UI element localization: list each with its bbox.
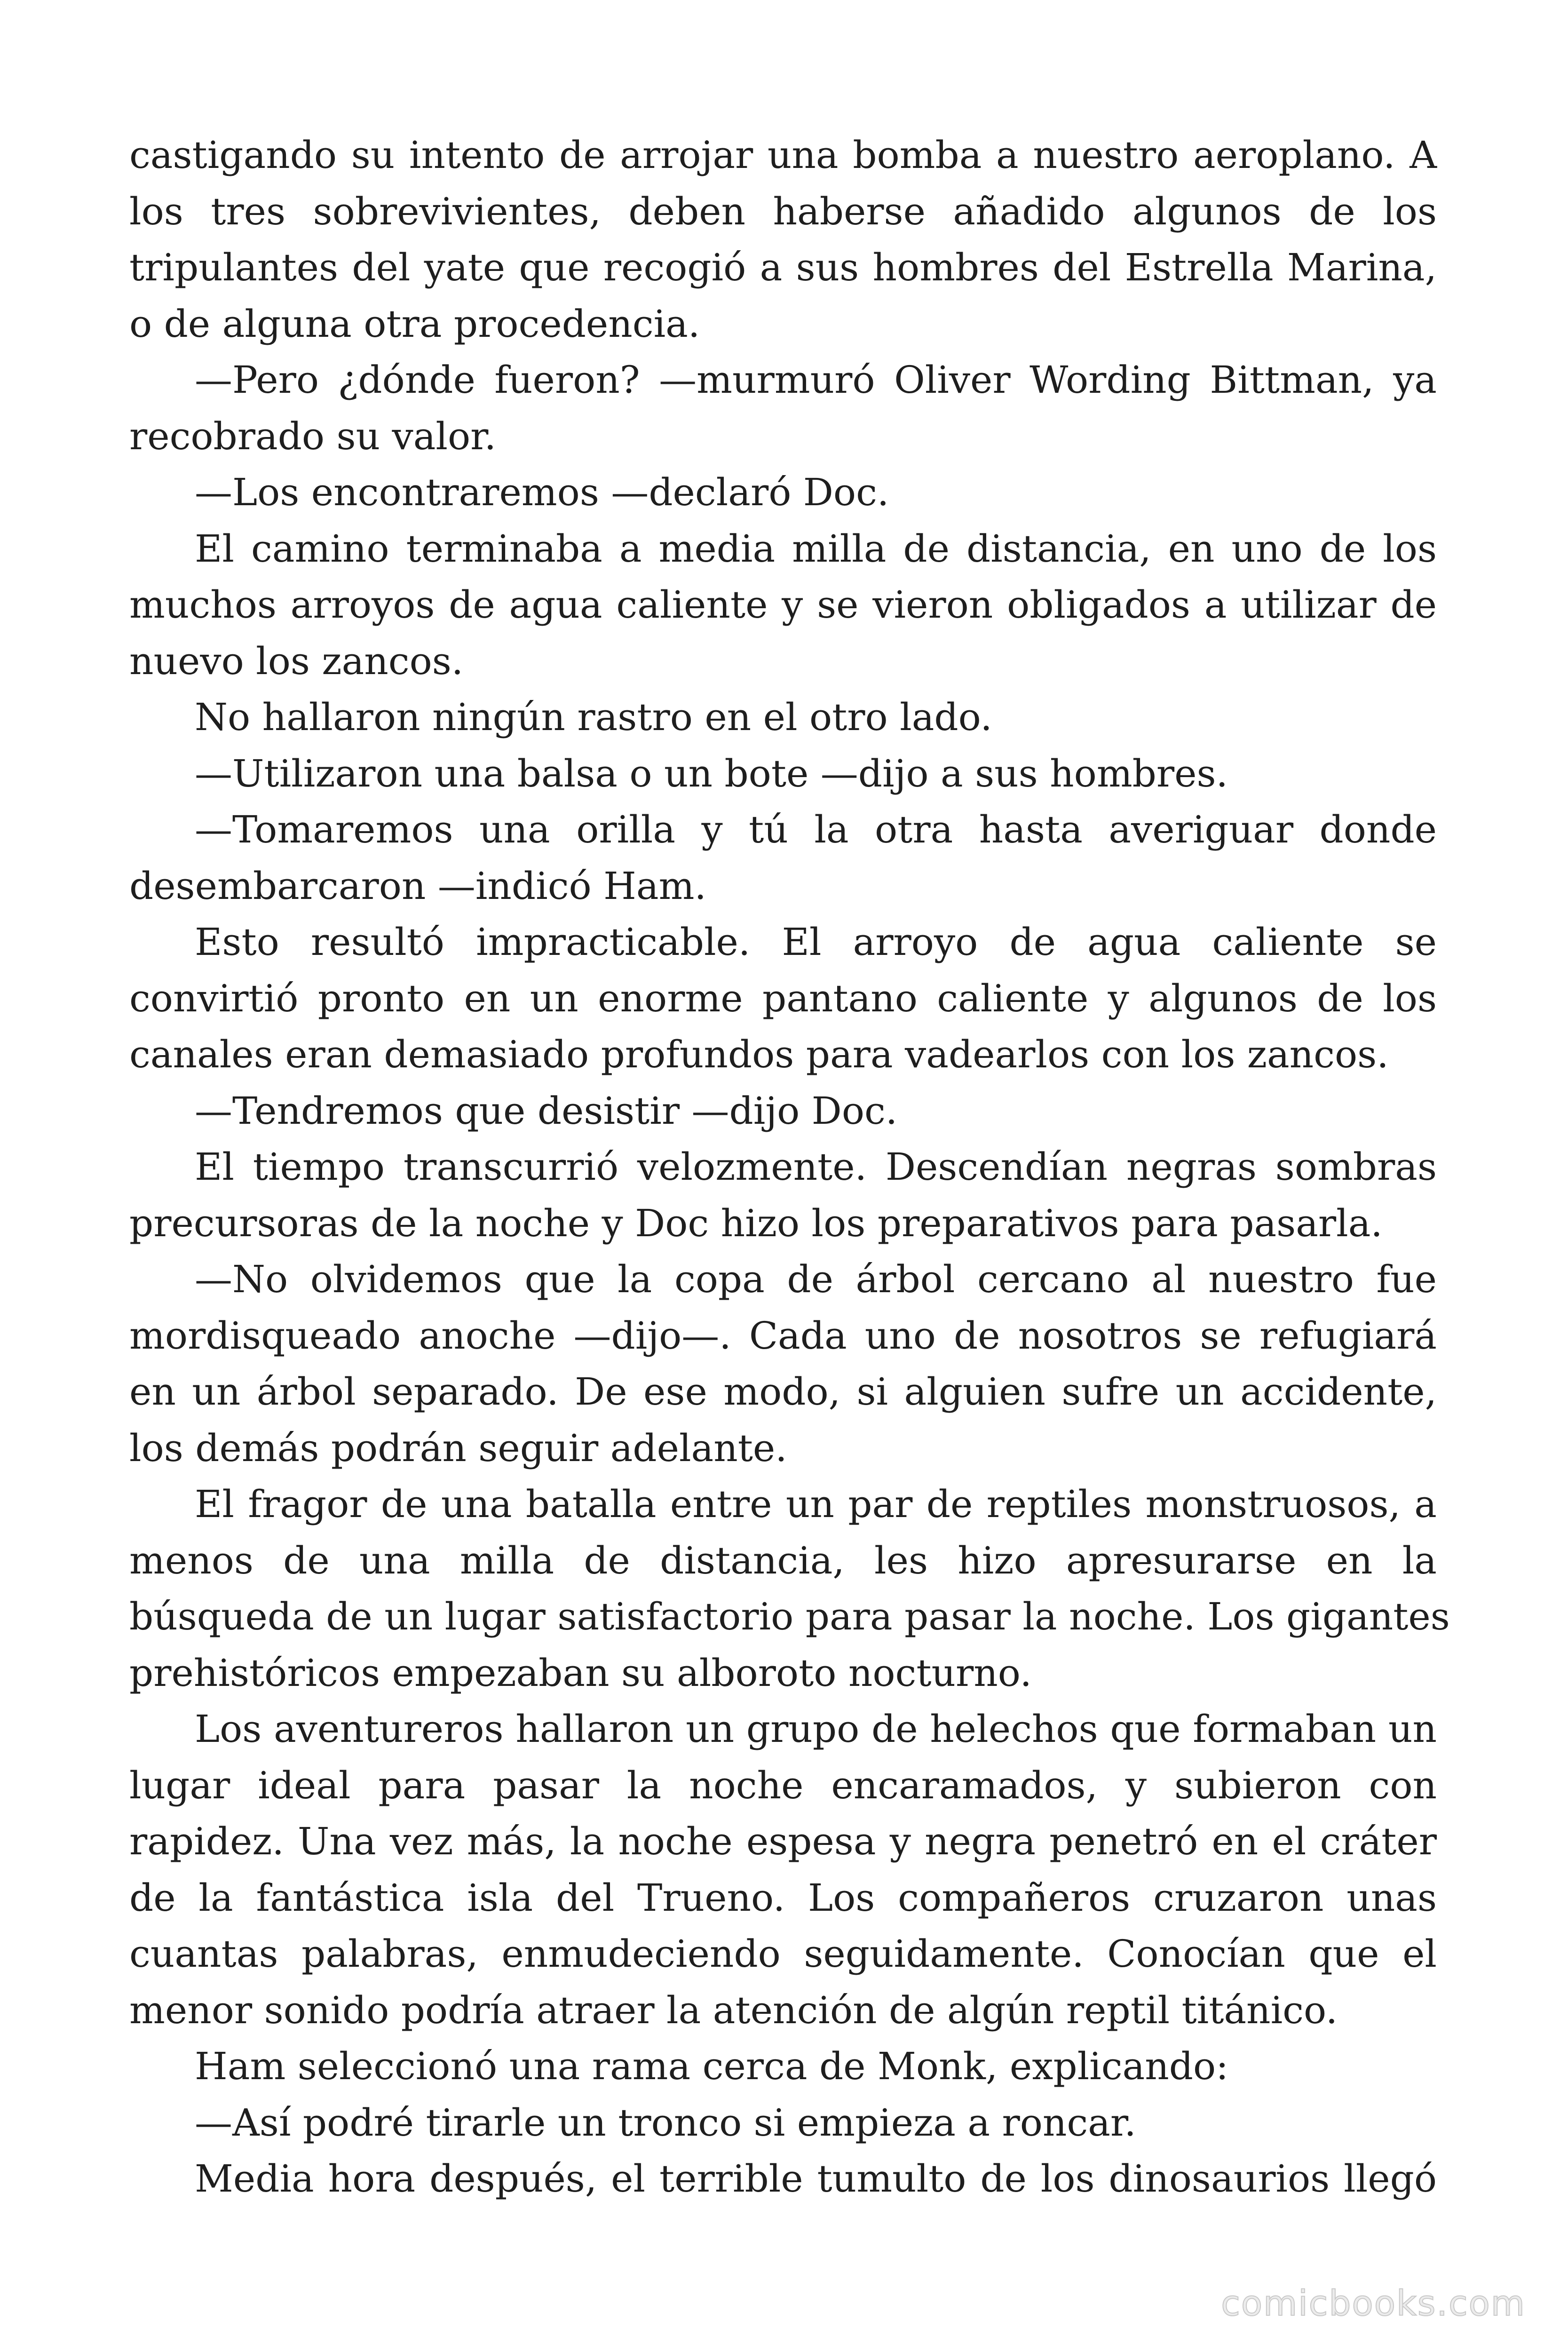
text-line: o de alguna otra procedencia. bbox=[129, 302, 700, 346]
text-line: —No olvidemos que la copa de árbol cercano al nuestro fue bbox=[195, 1257, 1437, 1301]
text-line: mordisqueado anoche —dijo—. Cada uno de nosotros se refugiará bbox=[129, 1313, 1437, 1358]
text-line: Esto resultó impracticable. El arroyo de agua caliente se bbox=[195, 920, 1437, 964]
text-line: muchos arroyos de agua caliente y se vieron obligados a utilizar de bbox=[129, 583, 1437, 627]
text-line: prehistóricos empezaban su alboroto nocturno. bbox=[129, 1651, 1032, 1695]
text-line: —Así podré tirarle un tronco si empieza a roncar. bbox=[195, 2100, 1136, 2145]
text-line: convirtió pronto en un enorme pantano caliente y algunos de los bbox=[129, 976, 1437, 1020]
text-line: No hallaron ningún rastro en el otro lado. bbox=[195, 695, 992, 739]
text-line: El tiempo transcurrió velozmente. Descendían negras sombras bbox=[195, 1145, 1437, 1189]
text-line: nuevo los zancos. bbox=[129, 639, 464, 683]
text-line: —Pero ¿dónde fueron? —murmuró Oliver Wording Bittman, ya bbox=[195, 358, 1437, 402]
text-line: recobrado su valor. bbox=[129, 414, 497, 458]
text-line: —Los encontraremos —declaró Doc. bbox=[195, 470, 889, 514]
text-line: cuantas palabras, enmudeciendo seguidamente. Conocían que el bbox=[129, 1932, 1437, 1976]
text-line: los demás podrán seguir adelante. bbox=[129, 1426, 787, 1470]
text-line: los tres sobrevivientes, deben haberse añadido algunos de los bbox=[129, 189, 1437, 233]
text-line: lugar ideal para pasar la noche encaramados, y subieron con bbox=[129, 1763, 1437, 1807]
watermark: comicbooks.com bbox=[1221, 2283, 1526, 2324]
text-line: El fragor de una batalla entre un par de reptiles monstruosos, a bbox=[195, 1482, 1437, 1526]
text-line: Los aventureros hallaron un grupo de helechos que formaban un bbox=[195, 1707, 1437, 1751]
text-line: —Tomaremos una orilla y tú la otra hasta averiguar donde bbox=[195, 808, 1437, 851]
text-line: precursoras de la noche y Doc hizo los preparativos para pasarla. bbox=[129, 1201, 1383, 1245]
text-line: tripulantes del yate que recogió a sus hombres del Estrella Marina, bbox=[129, 246, 1437, 289]
text-line: Ham seleccionó una rama cerca de Monk, explicando: bbox=[195, 2044, 1229, 2088]
text-line: menos de una milla de distancia, les hizo apresurarse en la bbox=[129, 1538, 1437, 1582]
text-line: de la fantástica isla del Trueno. Los compañeros cruzaron unas bbox=[129, 1875, 1437, 1920]
text-line: castigando su intento de arrojar una bomba a nuestro aeroplano. A bbox=[129, 133, 1437, 177]
text-line: menor sonido podría atraer la atención de algún reptil titánico. bbox=[129, 1988, 1338, 2032]
text-line: desembarcaron —indicó Ham. bbox=[129, 864, 706, 908]
text-line: rapidez. Una vez más, la noche espesa y negra penetró en el cráter bbox=[129, 1820, 1437, 1863]
text-line: —Utilizaron una balsa o un bote —dijo a sus hombres. bbox=[195, 751, 1228, 795]
text-line: canales eran demasiado profundos para vadearlos con los zancos. bbox=[129, 1033, 1389, 1076]
text-line: Media hora después, el terrible tumulto de los dinosaurios llegó bbox=[195, 2157, 1437, 2201]
page-body bbox=[129, 127, 1450, 2207]
text-line: —Tendremos que desistir —dijo Doc. bbox=[195, 1089, 898, 1133]
text-line: El camino terminaba a media milla de distancia, en uno de los bbox=[195, 526, 1437, 571]
text-line: búsqueda de un lugar satisfactorio para pasar la noche. Los gigantes bbox=[129, 1595, 1450, 1638]
text-line: en un árbol separado. De ese modo, si alguien sufre un accidente, bbox=[129, 1370, 1437, 1414]
